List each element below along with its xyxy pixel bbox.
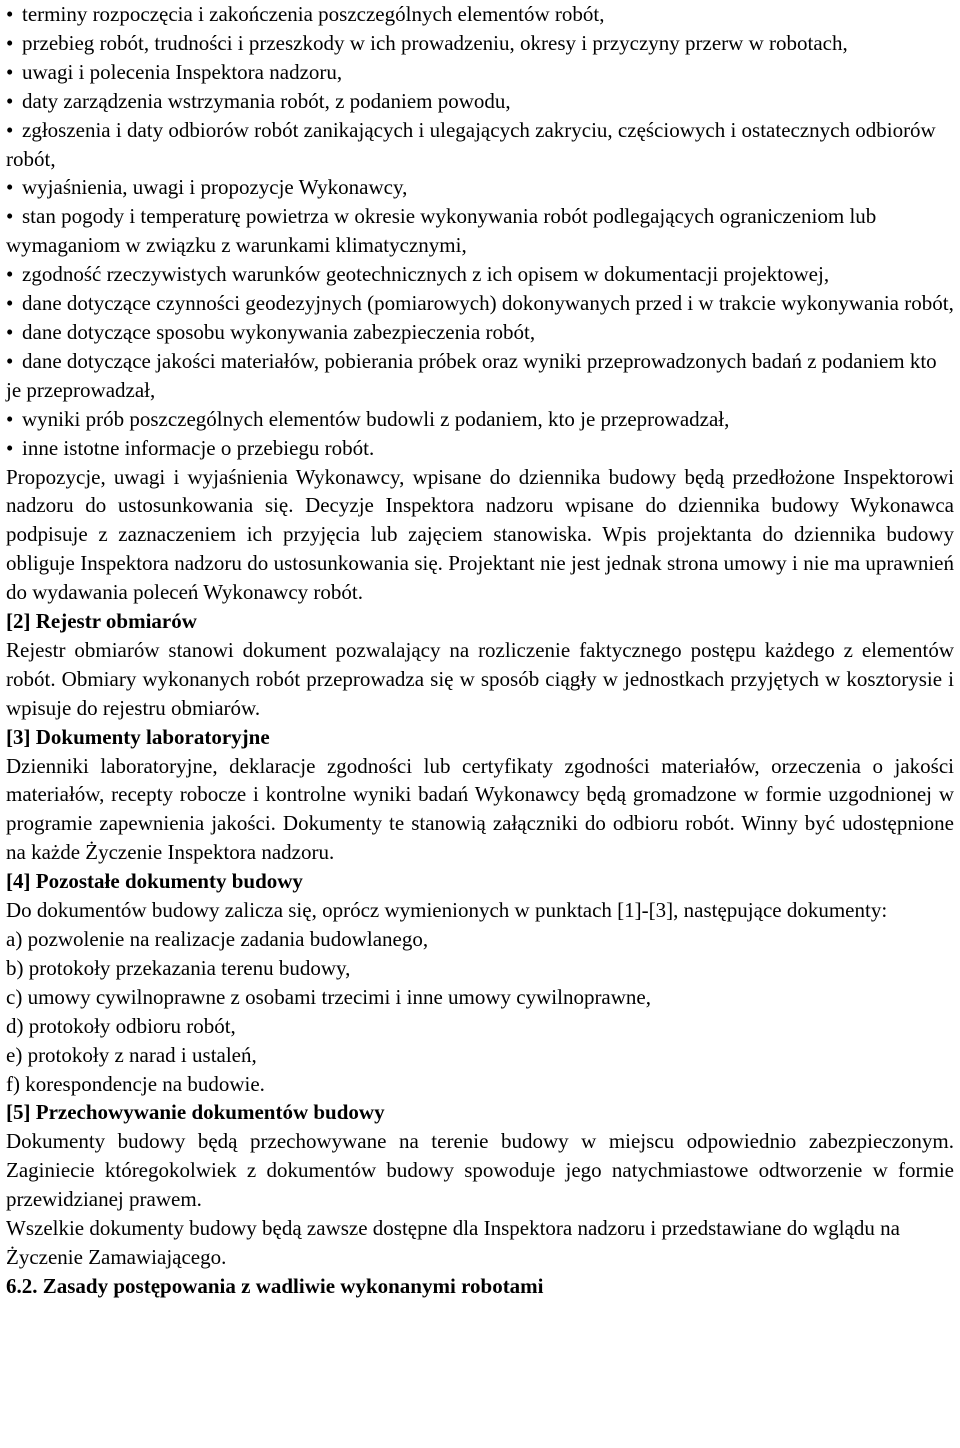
list-item: e) protokoły z narad i ustaleń, bbox=[6, 1042, 257, 1067]
bullet-icon: • bbox=[6, 88, 14, 113]
list-item-text: wyjaśnienia, uwagi i propozycje Wykonawcy, bbox=[22, 175, 408, 200]
list-item bbox=[6, 405, 954, 434]
bullet-icon: • bbox=[6, 348, 14, 373]
list-item bbox=[6, 347, 954, 405]
list-item bbox=[6, 0, 954, 29]
bullet-icon: • bbox=[6, 262, 14, 287]
list-item: d) protokoły odbioru robót, bbox=[6, 1013, 236, 1038]
list-item-text: dane dotyczące jakości materiałów, pobierania próbek oraz wyniki przeprowadzonych badań z podaniem kto je przeprowadzał, bbox=[6, 348, 937, 402]
section-heading-przechowywanie: [5] Przechowywanie dokumentów budowy bbox=[6, 1100, 385, 1125]
section-heading-dokumenty-laboratoryjne: [3] Dokumenty laboratoryjne bbox=[6, 724, 270, 749]
paragraph-przechowywanie-2: Wszelkie dokumenty budowy będą zawsze dostępne dla Inspektora nadzoru i przedstawiane do wglądu na Życzenie Zamawiającego. bbox=[6, 1216, 900, 1269]
list-item bbox=[6, 87, 954, 116]
section-heading-pozostale-dokumenty: [4] Pozostałe dokumenty budowy bbox=[6, 869, 303, 894]
list-item-text: wyniki prób poszczególnych elementów budowli z podaniem, kto je przeprowadzał, bbox=[22, 406, 730, 431]
list-item-text: zgodność rzeczywistych warunków geotechnicznych z ich opisem w dokumentacji projektowej, bbox=[22, 262, 830, 287]
bullet-icon: • bbox=[6, 30, 14, 55]
paragraph-rejestr-obmiarow: Rejestr obmiarów stanowi dokument pozwalający na rozliczenie faktycznego postępu każdego z elementów robót. Obmiary wykonanych robót przeprowadza się w sposób ciągły w jednostkach przyjętych w kosztorysie i wpisuje do rejestru obmiarów. bbox=[6, 637, 954, 720]
list-item bbox=[6, 434, 954, 463]
list-item: c) umowy cywilnoprawne z osobami trzecimi i inne umowy cywilnoprawne, bbox=[6, 984, 651, 1009]
list-item-text: stan pogody i temperaturę powietrza w okresie wykonywania robót podlegających ograniczeniom lub wymaganiom w związku z warunkami klimatycznymi, bbox=[6, 204, 877, 258]
list-item bbox=[6, 289, 954, 318]
bullet-icon: • bbox=[6, 291, 14, 316]
list-item-text: zgłoszenia i daty odbiorów robót zanikających i ulegających zakryciu, częściowych i ostatecznych odbiorów robót, bbox=[6, 117, 936, 171]
list-item bbox=[6, 29, 954, 58]
bullet-icon: • bbox=[6, 2, 14, 26]
bullet-icon: • bbox=[6, 59, 14, 84]
list-item: f) korespondencje na budowie. bbox=[6, 1071, 265, 1096]
list-item bbox=[6, 173, 954, 202]
list-item-text: dane dotyczące czynności geodezyjnych (pomiarowych) dokonywanych przed i w trakcie wykonywania robót, bbox=[22, 291, 954, 316]
section-heading-wadliwe-roboty: 6.2. Zasady postępowania z wadliwie wykonanymi robotami bbox=[6, 1273, 544, 1298]
section-heading-rejestr-obmiarow: [2] Rejestr obmiarów bbox=[6, 609, 197, 634]
bullet-icon: • bbox=[6, 435, 14, 460]
list-item bbox=[6, 260, 954, 289]
list-item: b) protokoły przekazania terenu budowy, bbox=[6, 955, 351, 980]
bullet-icon: • bbox=[6, 204, 14, 229]
bullet-icon: • bbox=[6, 175, 14, 200]
list-item bbox=[6, 202, 954, 260]
list-item-text: terminy rozpoczęcia i zakończenia poszczególnych elementów robót, bbox=[22, 2, 605, 26]
journal-entries-list bbox=[6, 0, 954, 463]
list-item-text: przebieg robót, trudności i przeszkody w ich prowadzeniu, okresy i przyczyny przerw w robotach, bbox=[22, 30, 848, 55]
paragraph-przechowywanie-1: Dokumenty budowy będą przechowywane na terenie budowy w miejscu odpowiednio zabezpieczonym. Zaginiecie któregokolwiek z dokumentów budowy spowoduje jego natychmiastowe odtworzenie w formie przewidzianej prawem. bbox=[6, 1129, 954, 1212]
paragraph-dokumenty-laboratoryjne: Dzienniki laboratoryjne, deklaracje zgodności lub certyfikaty zgodności materiałów, orzeczenia o jakości materiałów, recepty robocze i kontrolne wyniki badań Wykonawcy będą gromadzone w formie uzgodnionej w programie zapewnienia jakości. Dokumenty te stanowią załączniki do odbioru robót. Winny być udostępnione na każde Życzenie Inspektora nadzoru. bbox=[6, 753, 954, 865]
paragraph-pozostale-intro: Do dokumentów budowy zalicza się, oprócz wymienionych w punktach [1]-[3], następujące dokumenty: bbox=[6, 898, 888, 923]
list-item bbox=[6, 58, 954, 87]
list-item-text: inne istotne informacje o przebiegu robót. bbox=[22, 435, 375, 460]
list-item bbox=[6, 318, 954, 347]
list-item-text: uwagi i polecenia Inspektora nadzoru, bbox=[22, 59, 343, 84]
list-item: a) pozwolenie na realizacje zadania budowlanego, bbox=[6, 927, 429, 951]
paragraph-proposals: Propozycje, uwagi i wyjaśnienia Wykonawcy, wpisane do dziennika budowy będą przedłożone Inspektorowi nadzoru do ustosunkowania się. Decyzje Inspektora nadzoru wpisane do dziennika budowy Wykonawca podpisuje z zaznaczeniem ich przyjęcia lub zajęciem stanowiska. Wpis projektanta do dziennika budowy obliguje Inspektora nadzoru do ustosunkowania się. Projektant nie jest jednak strona umowy i nie ma uprawnień do wydawania poleceń Wykonawcy robót. bbox=[6, 464, 954, 605]
bullet-icon: • bbox=[6, 117, 14, 142]
list-item bbox=[6, 116, 954, 174]
list-item-text: daty zarządzenia wstrzymania robót, z podaniem powodu, bbox=[22, 88, 511, 113]
bullet-icon: • bbox=[6, 319, 14, 344]
bullet-icon: • bbox=[6, 406, 14, 431]
list-item-text: dane dotyczące sposobu wykonywania zabezpieczenia robót, bbox=[22, 319, 536, 344]
